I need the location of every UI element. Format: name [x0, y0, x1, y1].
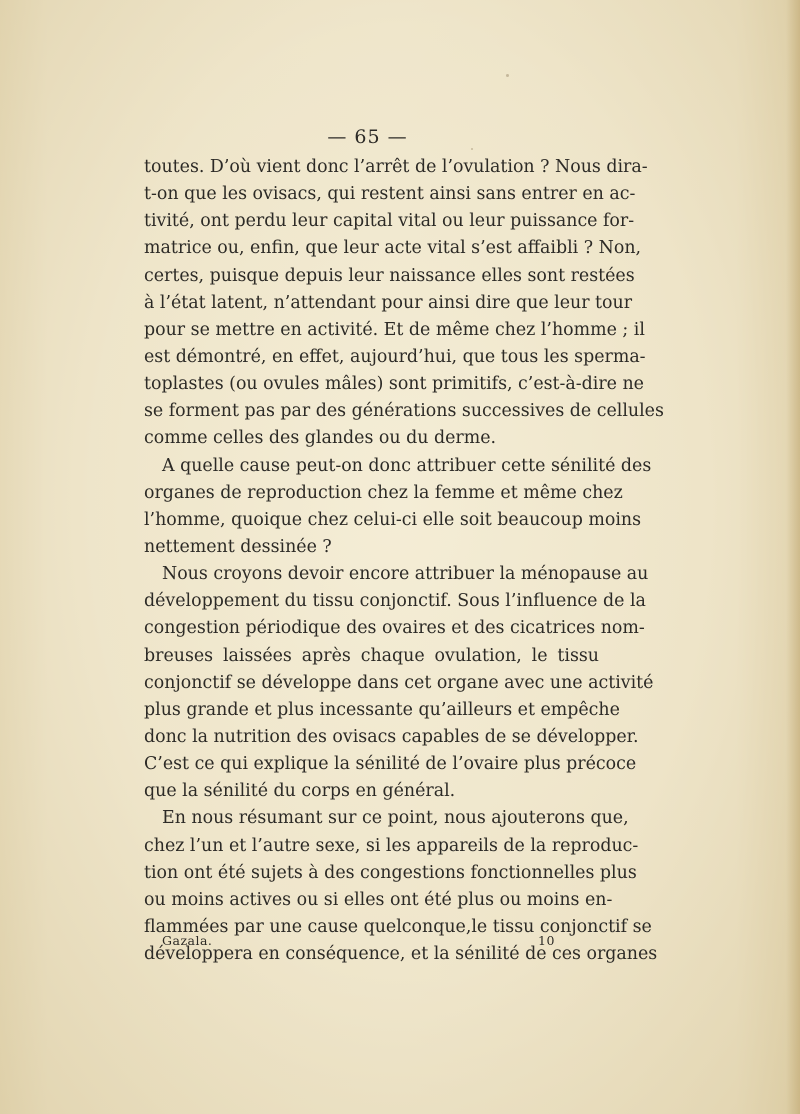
text-line: développement du tissu conjonctif. Sous l’influence de la [144, 591, 646, 612]
text-line: congestion périodique des ovaires et des cicatrices nom- [144, 618, 645, 639]
text-line: l’homme, quoique chez celui-ci elle soit beaucoup moins [144, 509, 642, 530]
text-line: pour se mettre en activité. Et de même chez l’homme ; il [144, 319, 645, 340]
text-line: donc la nutrition des ovisacs capables de se développer. [144, 726, 639, 747]
text-line: à l’état latent, n’attendant pour ainsi dire que leur tour [144, 292, 633, 313]
text-line: flammées par une cause quelconque,le tissu conjonctif se [144, 916, 652, 937]
text-line: matrice ou, enfin, que leur acte vital s’est affaibli ? Non, [144, 238, 642, 259]
text-line: chez l’un et l’autre sexe, si les appareils de la reproduc- [144, 835, 639, 856]
text-line: tion ont été sujets à des congestions fonctionnelles plus [144, 862, 637, 883]
paper-speck [471, 148, 473, 150]
page-number: — 65 — [327, 126, 408, 148]
paper-speck [506, 74, 509, 77]
text-line: Nous croyons devoir encore attribuer la ménopause au [162, 564, 649, 585]
text-line: breuses laissées après chaque ovulation, le tissu [144, 645, 599, 666]
text-line: C’est ce qui explique la sénilité de l’ovaire plus précoce [144, 754, 637, 775]
footer-author: Gazala. [162, 933, 213, 948]
text-line: certes, puisque depuis leur naissance elles sont restées [144, 265, 635, 286]
text-line: que la sénilité du corps en général. [144, 781, 456, 802]
text-line: A quelle cause peut-on donc attribuer cette sénilité des [162, 455, 652, 476]
footer-signature-mark: 10 [538, 933, 555, 948]
text-line: plus grande et plus incessante qu’ailleurs et empêche [144, 699, 620, 720]
text-line: toutes. D’où vient donc l’arrêt de l’ovulation ? Nous dira- [144, 157, 648, 177]
body-text [144, 154, 664, 968]
text-line: développera en conséquence, et la sénilité de ces organes [144, 944, 658, 965]
text-line: En nous résumant sur ce point, nous ajouterons que, [162, 808, 629, 829]
text-line: organes de reproduction chez la femme et même chez [144, 482, 623, 503]
text-line: nettement dessinée ? [144, 536, 332, 557]
text-line: t-on que les ovisacs, qui restent ainsi sans entrer en ac- [144, 184, 636, 205]
text-line: toplastes (ou ovules mâles) sont primitifs, c’est-à-dire ne [144, 374, 644, 395]
text-line: ou moins actives ou si elles ont été plus ou moins en- [144, 889, 613, 910]
text-line: conjonctif se développe dans cet organe avec une activité [144, 672, 654, 693]
text-line: comme celles des glandes ou du derme. [144, 428, 497, 449]
text-line: est démontré, en effet, aujourd’hui, que tous les sperma- [144, 346, 646, 367]
text-line: tivité, ont perdu leur capital vital ou leur puissance for- [144, 211, 635, 232]
text-line: se forment pas par des générations successives de cellules [144, 401, 664, 422]
